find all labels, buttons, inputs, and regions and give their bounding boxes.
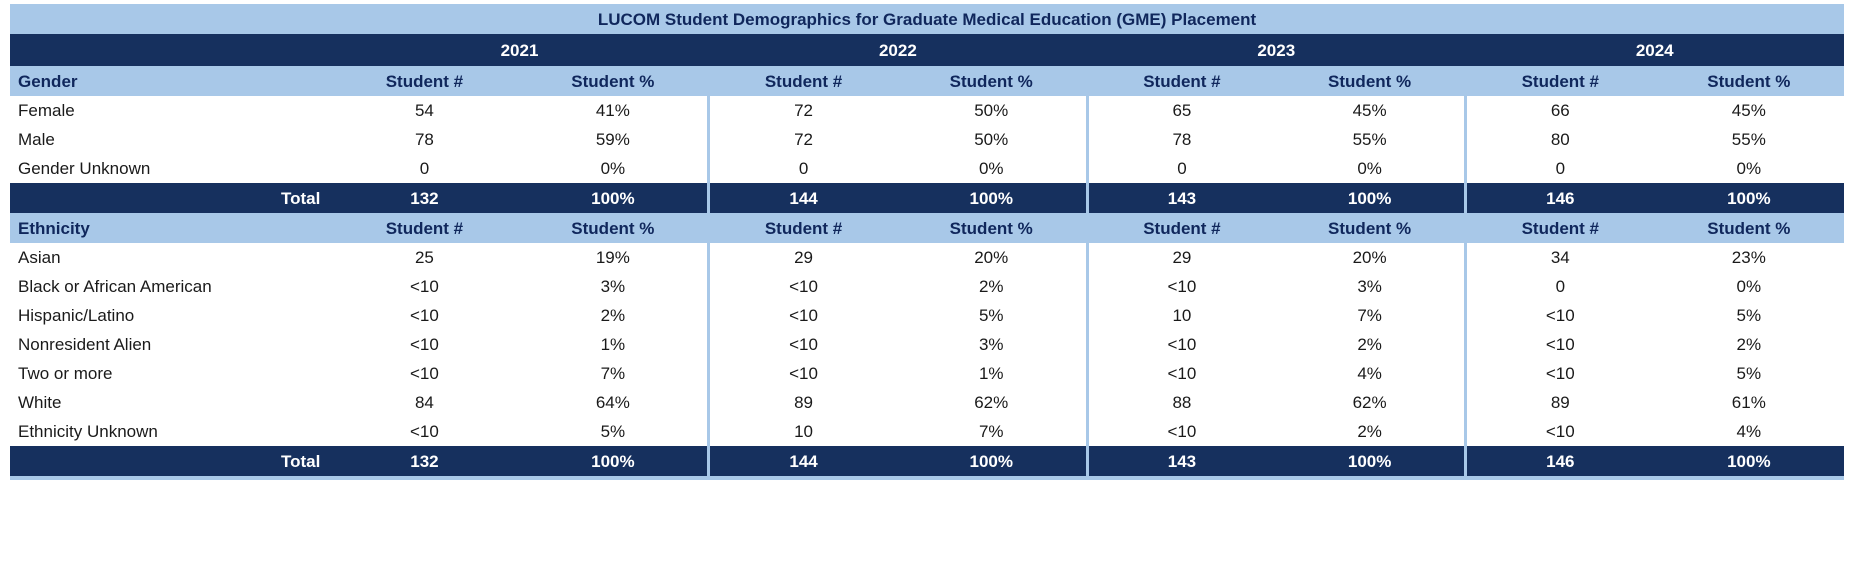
demographics-table-container <box>10 4 1844 480</box>
cell-nonresident-2022-pct: 3% <box>897 330 1087 359</box>
row-label-asian: Asian <box>10 243 330 272</box>
year-header-2024: 2024 <box>1465 34 1844 66</box>
cell-black-2021-num: <10 <box>330 272 518 301</box>
cell-ethnicity-unknown-2024-num: <10 <box>1465 417 1653 446</box>
year-header-spacer <box>10 34 330 66</box>
table-row <box>10 243 1844 272</box>
col-header-student-pct-2023: Student % <box>1275 66 1465 96</box>
col-header-eth-student-num-2022: Student # <box>709 213 897 243</box>
cell-female-2023-pct: 45% <box>1275 96 1465 125</box>
cell-gender-unknown-2021-pct: 0% <box>519 154 709 183</box>
gender-subheader-row <box>10 66 1844 96</box>
cell-ethnicity-unknown-2022-num: 10 <box>709 417 897 446</box>
cell-asian-2022-pct: 20% <box>897 243 1087 272</box>
cell-ethnicity-unknown-2023-num: <10 <box>1087 417 1275 446</box>
cell-nonresident-2024-pct: 2% <box>1654 330 1844 359</box>
cell-asian-2021-pct: 19% <box>519 243 709 272</box>
cell-asian-2021-num: 25 <box>330 243 518 272</box>
year-header-2023: 2023 <box>1087 34 1465 66</box>
total-ethnicity-2023-pct: 100% <box>1275 446 1465 476</box>
cell-gender-unknown-2023-pct: 0% <box>1275 154 1465 183</box>
col-header-student-num-2023: Student # <box>1087 66 1275 96</box>
row-label-white: White <box>10 388 330 417</box>
cell-two-or-more-2024-num: <10 <box>1465 359 1653 388</box>
total-gender-2021-num: 132 <box>330 183 518 213</box>
cell-white-2022-num: 89 <box>709 388 897 417</box>
total-label-gender: Total <box>10 183 330 213</box>
row-label-ethnicity-unknown: Ethnicity Unknown <box>10 417 330 446</box>
cell-hispanic-2022-pct: 5% <box>897 301 1087 330</box>
cell-black-2022-num: <10 <box>709 272 897 301</box>
row-label-black-or-african-american: Black or African American <box>10 272 330 301</box>
total-gender-2021-pct: 100% <box>519 183 709 213</box>
total-label-ethnicity: Total <box>10 446 330 476</box>
table-row <box>10 330 1844 359</box>
total-ethnicity-2022-pct: 100% <box>897 446 1087 476</box>
cell-male-2023-pct: 55% <box>1275 125 1465 154</box>
cell-ethnicity-unknown-2021-num: <10 <box>330 417 518 446</box>
cell-hispanic-2022-num: <10 <box>709 301 897 330</box>
cell-male-2024-pct: 55% <box>1654 125 1844 154</box>
cell-hispanic-2021-num: <10 <box>330 301 518 330</box>
cell-ethnicity-unknown-2023-pct: 2% <box>1275 417 1465 446</box>
row-label-nonresident-alien: Nonresident Alien <box>10 330 330 359</box>
year-header-2021: 2021 <box>330 34 708 66</box>
cell-white-2023-pct: 62% <box>1275 388 1465 417</box>
cell-gender-unknown-2024-num: 0 <box>1465 154 1653 183</box>
cell-two-or-more-2022-num: <10 <box>709 359 897 388</box>
col-header-eth-student-pct-2024: Student % <box>1654 213 1844 243</box>
col-header-eth-student-num-2021: Student # <box>330 213 518 243</box>
cell-two-or-more-2021-num: <10 <box>330 359 518 388</box>
row-label-hispanic-latino: Hispanic/Latino <box>10 301 330 330</box>
cell-black-2023-pct: 3% <box>1275 272 1465 301</box>
cell-black-2022-pct: 2% <box>897 272 1087 301</box>
col-header-eth-student-num-2023: Student # <box>1087 213 1275 243</box>
cell-male-2022-num: 72 <box>709 125 897 154</box>
cell-nonresident-2021-num: <10 <box>330 330 518 359</box>
cell-male-2021-pct: 59% <box>519 125 709 154</box>
col-header-eth-student-pct-2022: Student % <box>897 213 1087 243</box>
cell-asian-2023-num: 29 <box>1087 243 1275 272</box>
cell-hispanic-2023-num: 10 <box>1087 301 1275 330</box>
cell-female-2021-pct: 41% <box>519 96 709 125</box>
page-title: LUCOM Student Demographics for Graduate Medical Education (GME) Placement <box>10 4 1844 34</box>
cell-female-2022-pct: 50% <box>897 96 1087 125</box>
col-header-student-pct-2021: Student % <box>519 66 709 96</box>
total-gender-2024-pct: 100% <box>1654 183 1844 213</box>
total-gender-2024-num: 146 <box>1465 183 1653 213</box>
total-ethnicity-2023-num: 143 <box>1087 446 1275 476</box>
total-ethnicity-2024-num: 146 <box>1465 446 1653 476</box>
gender-total-row <box>10 183 1844 213</box>
cell-white-2021-pct: 64% <box>519 388 709 417</box>
cell-two-or-more-2021-pct: 7% <box>519 359 709 388</box>
cell-two-or-more-2023-num: <10 <box>1087 359 1275 388</box>
cell-hispanic-2021-pct: 2% <box>519 301 709 330</box>
total-ethnicity-2021-pct: 100% <box>519 446 709 476</box>
section-label-ethnicity: Ethnicity <box>10 213 330 243</box>
cell-gender-unknown-2024-pct: 0% <box>1654 154 1844 183</box>
col-header-eth-student-num-2024: Student # <box>1465 213 1653 243</box>
total-gender-2022-pct: 100% <box>897 183 1087 213</box>
col-header-eth-student-pct-2023: Student % <box>1275 213 1465 243</box>
cell-ethnicity-unknown-2024-pct: 4% <box>1654 417 1844 446</box>
cell-white-2024-num: 89 <box>1465 388 1653 417</box>
section-label-gender: Gender <box>10 66 330 96</box>
ethnicity-subheader-row <box>10 213 1844 243</box>
cell-nonresident-2024-num: <10 <box>1465 330 1653 359</box>
cell-black-2021-pct: 3% <box>519 272 709 301</box>
cell-male-2021-num: 78 <box>330 125 518 154</box>
col-header-student-num-2021: Student # <box>330 66 518 96</box>
cell-asian-2024-num: 34 <box>1465 243 1653 272</box>
cell-white-2022-pct: 62% <box>897 388 1087 417</box>
row-label-gender-unknown: Gender Unknown <box>10 154 330 183</box>
cell-gender-unknown-2022-num: 0 <box>709 154 897 183</box>
cell-hispanic-2023-pct: 7% <box>1275 301 1465 330</box>
col-header-student-pct-2024: Student % <box>1654 66 1844 96</box>
cell-gender-unknown-2023-num: 0 <box>1087 154 1275 183</box>
table-bottom-spacer <box>10 476 1844 480</box>
row-label-two-or-more: Two or more <box>10 359 330 388</box>
col-header-eth-student-pct-2021: Student % <box>519 213 709 243</box>
cell-gender-unknown-2022-pct: 0% <box>897 154 1087 183</box>
title-row <box>10 4 1844 34</box>
cell-female-2021-num: 54 <box>330 96 518 125</box>
cell-two-or-more-2023-pct: 4% <box>1275 359 1465 388</box>
cell-female-2023-num: 65 <box>1087 96 1275 125</box>
cell-hispanic-2024-pct: 5% <box>1654 301 1844 330</box>
cell-male-2023-num: 78 <box>1087 125 1275 154</box>
total-ethnicity-2021-num: 132 <box>330 446 518 476</box>
table-row <box>10 417 1844 446</box>
cell-black-2024-num: 0 <box>1465 272 1653 301</box>
total-gender-2022-num: 144 <box>709 183 897 213</box>
cell-female-2024-num: 66 <box>1465 96 1653 125</box>
cell-asian-2022-num: 29 <box>709 243 897 272</box>
row-label-male: Male <box>10 125 330 154</box>
cell-asian-2023-pct: 20% <box>1275 243 1465 272</box>
total-gender-2023-num: 143 <box>1087 183 1275 213</box>
total-ethnicity-2024-pct: 100% <box>1654 446 1844 476</box>
cell-black-2023-num: <10 <box>1087 272 1275 301</box>
table-row <box>10 272 1844 301</box>
table-row <box>10 154 1844 183</box>
year-header-row <box>10 34 1844 66</box>
cell-female-2022-num: 72 <box>709 96 897 125</box>
cell-nonresident-2022-num: <10 <box>709 330 897 359</box>
cell-black-2024-pct: 0% <box>1654 272 1844 301</box>
year-header-2022: 2022 <box>709 34 1087 66</box>
table-row <box>10 359 1844 388</box>
col-header-student-num-2022: Student # <box>709 66 897 96</box>
table-row <box>10 301 1844 330</box>
ethnicity-total-row <box>10 446 1844 476</box>
cell-two-or-more-2022-pct: 1% <box>897 359 1087 388</box>
cell-asian-2024-pct: 23% <box>1654 243 1844 272</box>
cell-nonresident-2023-pct: 2% <box>1275 330 1465 359</box>
cell-white-2023-num: 88 <box>1087 388 1275 417</box>
demographics-table <box>10 4 1844 480</box>
table-row <box>10 388 1844 417</box>
cell-male-2024-num: 80 <box>1465 125 1653 154</box>
cell-female-2024-pct: 45% <box>1654 96 1844 125</box>
cell-nonresident-2023-num: <10 <box>1087 330 1275 359</box>
cell-white-2021-num: 84 <box>330 388 518 417</box>
row-label-female: Female <box>10 96 330 125</box>
table-row <box>10 125 1844 154</box>
cell-gender-unknown-2021-num: 0 <box>330 154 518 183</box>
cell-two-or-more-2024-pct: 5% <box>1654 359 1844 388</box>
cell-nonresident-2021-pct: 1% <box>519 330 709 359</box>
cell-male-2022-pct: 50% <box>897 125 1087 154</box>
cell-hispanic-2024-num: <10 <box>1465 301 1653 330</box>
col-header-student-pct-2022: Student % <box>897 66 1087 96</box>
col-header-student-num-2024: Student # <box>1465 66 1653 96</box>
cell-ethnicity-unknown-2022-pct: 7% <box>897 417 1087 446</box>
cell-white-2024-pct: 61% <box>1654 388 1844 417</box>
cell-ethnicity-unknown-2021-pct: 5% <box>519 417 709 446</box>
total-ethnicity-2022-num: 144 <box>709 446 897 476</box>
table-row <box>10 96 1844 125</box>
total-gender-2023-pct: 100% <box>1275 183 1465 213</box>
